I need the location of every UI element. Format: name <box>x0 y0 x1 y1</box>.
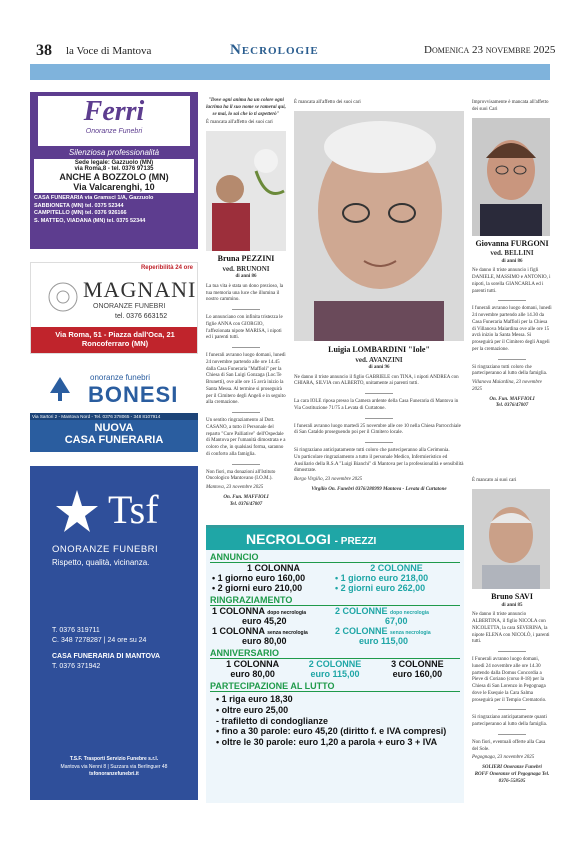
tsf-phone1: T. 0376 319711 <box>52 627 100 634</box>
price-value: euro 80,00 <box>242 636 287 646</box>
section-title: Necrologie <box>230 42 319 58</box>
category-partecipazione: PARTECIPAZIONE AL LUTTO <box>210 681 460 692</box>
price-title2: - PREZZI <box>334 536 377 547</box>
tsf-phone3: T. 0376 371942 <box>52 663 101 671</box>
obituary-text: I funerali avranno luogo domani, lunedì 24 novembre partendo alle 14.30 da Casa Funeraria Maffioli per la Chiesa di Villanova Maiardina ove alle ore 15 avrà inizio la Santa Messa. Si proseguirà per il Cimitero degli Angeli per la cremazione. <box>472 306 552 352</box>
obituary-text: Non fiori, eventuali offerte alla Casa del Sole. <box>472 739 546 752</box>
column-label: 1 COLONNA <box>226 659 280 669</box>
ad-magnani[interactable] <box>30 262 198 354</box>
magnani-tel: tel. 0376 663152 <box>115 313 168 320</box>
obituary-place: Villanova Maiardina, 23 novembre 2025 <box>472 380 542 392</box>
obituary-text: Non fiori, ma donazioni all'Istituto Oncologico Mantovano (I.O.M.). <box>206 469 276 482</box>
price-label: 1 COLONNA <box>212 626 265 636</box>
separator <box>232 347 260 348</box>
obituary-text: I funerali avranno luogo domani, lunedì 24 novembre partendo alle ore 14.45 dalla Casa Funeraria "Maffioli" per la Chiesa di San Luigi Gonzaga (Loc.Te Brunetti), ove alle ore 15 avrà inizio la Santa Messa. Al termine si proseguirà per il Cimitero degli Angeli e in seguito alla cremazione. <box>206 353 286 406</box>
obituary-intro: È mancato ai suoi cari <box>472 478 517 483</box>
obituary-place: Borgo Virgilio, 23 novembre 2025 <box>294 477 363 483</box>
separator <box>498 734 526 735</box>
obituary-intro: È mancata all'affetto dei suoi cari <box>206 120 273 126</box>
star-icon <box>54 488 100 534</box>
obituary-text: Si ringraziano tutti coloro che parteciperanno al lutto della famiglia. <box>472 364 548 377</box>
ferri-line1: ANCHE A BOZZOLO (MN) <box>59 172 169 182</box>
magnani-subtitle: ONORANZE FUNEBRI <box>93 303 166 310</box>
obituary-text: La cara IOLE riposa presso la Camera ardente della Casa Funeraria di Mantova in Via Costituzione 71/75 a Levata di Curtatone. <box>294 399 459 411</box>
obituary-text: Ne danno il triste annuncio i figli DANIELE, MASSIMO e ANTONIO, i nipoti, la sorella GIANCARLA ed i parenti tutti. <box>472 268 551 294</box>
price-row: • 1 giorno euro 218,00 <box>335 573 429 583</box>
separator <box>232 309 260 310</box>
header-bar <box>30 64 550 80</box>
price-row: • oltre le 30 parole: euro 1,20 a parola + euro 3 + IVA <box>216 737 438 748</box>
category-anniversario: ANNIVERSARIO <box>210 648 460 659</box>
deceased-name: Bruno SAVI <box>491 591 533 601</box>
price-list-title <box>206 528 464 550</box>
page-header <box>0 0 580 82</box>
price-row: • fino a 30 parole: euro 45,20 (diritto f. e IVA compresi) <box>216 726 447 737</box>
column-label: 2 COLONNE <box>370 563 423 573</box>
obituary-place: Pegognaga, 23 novembre 2025 <box>472 755 535 761</box>
tsf-addr: Mantova via Nenni 8 | Suzzara via Berlinguer 48 <box>60 763 168 770</box>
deceased-age: di anni 86 <box>501 258 523 264</box>
obituary-text: Un sentito ringraziamento al Dott. CASANO, a tutto il Personale del reparto "Cure Palliative" dell'Ospedale di Mantova per l'umanità dimostrata e a coloro che, in qualsiasi forma, saranno di conforto alla famiglia. <box>206 418 286 457</box>
magnani-addr1: Via Roma, 51 - Piazza dall'Oca, 21 <box>55 330 175 339</box>
category-ringraziamento: RINGRAZIAMENTO <box>210 595 460 606</box>
deceased-married-name: ved. BRUNONI <box>222 264 270 273</box>
price-value: euro 160,00 <box>392 669 443 679</box>
ferri-b2: CAMPITELLO (MN) tel. 0376 926166 <box>34 210 127 217</box>
price-label: 2 COLONNE <box>335 606 388 616</box>
ferri-seat: Sede legale: Gazzuolo (MN) <box>74 160 154 166</box>
price-row: • oltre euro 25,00 <box>216 704 289 715</box>
funeral-agency: SOLIERI Onoranze Funebri <box>482 765 542 771</box>
obituary-text: Si ringraziano anticipatamente quanti parteciperanno al lutto della famiglia. <box>472 715 548 728</box>
price-value: euro 115,00 <box>310 669 360 679</box>
magnani-title: MAGNANI <box>83 277 197 302</box>
tsf-tagline: Rispetto, qualità, vicinanza. <box>52 558 150 567</box>
separator <box>498 300 526 301</box>
ferri-addr: via Roma,8 - tel. 0376 97135 <box>74 166 154 172</box>
ferri-tagline: Silenziosa professionalità <box>68 148 160 157</box>
separator <box>498 359 526 360</box>
ferri-logo: Ferri <box>83 96 145 127</box>
price-list <box>206 525 464 803</box>
price-note: dopo necrologia <box>390 610 429 616</box>
obituary-intro: Improvvisamente è mancata all'affetto dei suoi Cari <box>472 100 549 112</box>
obituary-text: Un particolare ringraziamento a tutto il personale Medico, Infermieristico ed Ausiliario della R.S.A "Luigi Bianchi" di Mantova per la professionalità e sensibilità dimostrate. <box>294 454 464 474</box>
tree-icon <box>44 373 76 405</box>
publication-name: la Voce di Mantova <box>66 45 152 57</box>
deceased-name: Bruna PEZZINI <box>217 254 275 263</box>
tsf-home: CASA FUNERARIA DI MANTOVA <box>52 653 161 661</box>
separator <box>232 464 260 465</box>
category-annuncio: ANNUNCIO <box>210 552 460 563</box>
obituary-text: Ne danno il triste annuncio ALBERTINA, il figlio NICOLA con NICOLETTA, la cara SEVERINA, la nipote ELENA con NICOLÒ, i parenti tutti. <box>472 612 550 645</box>
price-title: NECROLOGI <box>246 531 331 547</box>
obituary-quote: "Dove ogni anima ha un colore ogni lacrima ha il suo nome se ramerai qui, se mai, lo sai che io ti aspetterò" <box>206 98 286 117</box>
bonesi-title: BONESI <box>88 382 179 407</box>
deceased-married-name: ved. AVANZINI <box>355 355 403 364</box>
portrait-photo <box>206 131 286 251</box>
price-value: euro 45,20 <box>242 616 287 626</box>
price-row: • 1 riga euro 18,30 <box>216 694 293 704</box>
price-row: - trafiletto di condoglianze <box>216 715 328 726</box>
separator <box>365 418 393 419</box>
ferri-line2: Via Valcarenghi, 10 <box>73 182 155 192</box>
obituary-text: Si ringraziano anticipatamente tutti coloro che parteciperanno alla Cerimonia. <box>294 448 450 454</box>
ad-bonesi[interactable] <box>30 367 198 452</box>
deceased-name: Luigia LOMBARDINI "Iole" <box>328 344 430 354</box>
ferri-home: CASA FUNERARIA via Gramsci 1/A, Gazzuolo <box>34 195 154 201</box>
price-value: euro 80,00 <box>230 669 275 679</box>
column-label: 2 COLONNE <box>308 659 362 669</box>
price-row: • 1 giorno euro 160,00 <box>212 573 306 583</box>
column-label: 1 COLONNA <box>246 563 300 573</box>
obituary-text: I Funerali avranno luogo domani, lunedì 24 novembre alle ore 14.30 partendo dalla Domus Concordia a Pieve di Coriano (corso 8-18) per la Chiesa di San Lorenzo in Pegognaga dove le Esequie la Cara Salma proseguirà per il Tempio Crematorio. <box>472 657 547 703</box>
portrait-photo <box>472 489 550 589</box>
price-value: euro 115,00 <box>359 636 409 646</box>
funeral-agency: On. Fun. MAFFIOLI <box>489 396 535 402</box>
bonesi-line1: NUOVA <box>94 422 134 434</box>
separator <box>365 393 393 394</box>
price-label: 2 COLONNE <box>335 626 388 636</box>
obituary-text: Ne danno il triste annuncio il figlio GABRIELE con TINA, i nipoti ANDREA con CHIARA, SILVIA con ALBERTO, unitamente ai parenti tutti. <box>294 374 459 387</box>
price-row: • 2 giorni euro 210,00 <box>212 583 303 593</box>
ferri-b3: S. MATTEO, VIADANA (MN) tel. 0375 52344 <box>34 218 146 225</box>
price-note: dopo necrologia <box>267 610 307 616</box>
ad-ferri[interactable] <box>30 92 198 249</box>
page-number: 38 <box>36 42 52 59</box>
funeral-agency-tel: Tel. 0376/47007 <box>229 501 263 507</box>
portrait-photo <box>472 118 550 236</box>
bonesi-pre: onoranze funebri <box>90 373 151 382</box>
bonesi-addr: Via Sartori 2 - Mantova Nord - Tel. 0376 378065 - 348 8107914 <box>30 413 198 420</box>
funeral-agency: On. Fun. MAFFIOLI <box>223 494 269 500</box>
tsf-title: ONORANZE FUNEBRI <box>52 544 159 555</box>
separator <box>498 651 526 652</box>
funeral-agency-tel: Tel. 0376/47007 <box>495 403 529 409</box>
obituary-text: La tua vita è stata un dono prezioso, la tua memoria una luce che illumina il nostro cammino. <box>206 283 284 303</box>
price-note: senza necrologia <box>267 630 308 636</box>
tsf-web[interactable]: tsfonoranzefunebri.it <box>89 771 139 777</box>
funeral-agency: Virgilio On. Funebri 0376/280999 Mantova - Levata di Curtatone <box>311 486 447 492</box>
ad-tsf[interactable] <box>30 466 198 800</box>
deceased-name: Giovanna FURGONI <box>475 238 549 248</box>
obituary-pezzini <box>206 98 286 508</box>
tsf-company: T.S.F. Trasporti Servizio Funebre s.r.l. <box>69 756 159 762</box>
obituary-lombardini <box>294 100 464 494</box>
tsf-logo: Tsf <box>108 487 159 532</box>
magnani-badge: Reperibilità 24 ore <box>140 265 193 271</box>
deceased-age: di anni 85 <box>501 602 523 608</box>
bonesi-line2: CASA FUNERARIA <box>64 434 164 446</box>
price-label: 1 COLONNA <box>212 606 265 616</box>
obituary-text: I funerali avranno luogo martedì 25 novembre alle ore 10 nella Chiesa Parrocchiale di San Cataldo proseguendo poi per il Cimitero locale. <box>294 423 461 436</box>
obituary-text: Lo annunciano con infinita tristezza le figlie ANNA con GIORGIO, l'affezionata nipote MARISA, i nipoti ed i parenti tutti. <box>206 315 283 341</box>
portrait-photo <box>294 111 464 341</box>
obituary-savi <box>472 478 552 785</box>
magnani-addr2: Roncoferraro (MN) <box>81 339 149 348</box>
deceased-married-name: ved. BELLINI <box>490 249 534 258</box>
tsf-phone2: C. 348 7278287 | 24 ore su 24 <box>52 637 147 645</box>
separator <box>498 709 526 710</box>
obituary-intro: È mancata all'affetto dei suoi cari <box>294 100 361 105</box>
issue-date: Domenica 23 novembre 2025 <box>424 44 556 56</box>
column-label: 3 COLONNE <box>391 659 444 669</box>
ferri-subtitle: Onoranze Funebri <box>85 128 143 135</box>
flower-icon <box>43 277 83 317</box>
ferri-b1: SABBIONETA (MN) tel. 0375 52344 <box>34 202 124 209</box>
funeral-agency-2: ROFF Onoranze srl Pegognaga Tel. 0376-558505 <box>474 771 550 784</box>
price-value: 67,00 <box>385 616 408 626</box>
deceased-age: di anni 96 <box>368 364 390 370</box>
price-row: • 2 giorni euro 262,00 <box>335 583 426 593</box>
price-note: senza necrologia <box>390 630 431 636</box>
separator <box>365 442 393 443</box>
obituary-furgoni <box>472 100 552 410</box>
deceased-age: di anni 86 <box>235 274 257 280</box>
obituary-place: Mantova, 23 novembre 2025 <box>206 485 264 491</box>
separator <box>232 412 260 413</box>
